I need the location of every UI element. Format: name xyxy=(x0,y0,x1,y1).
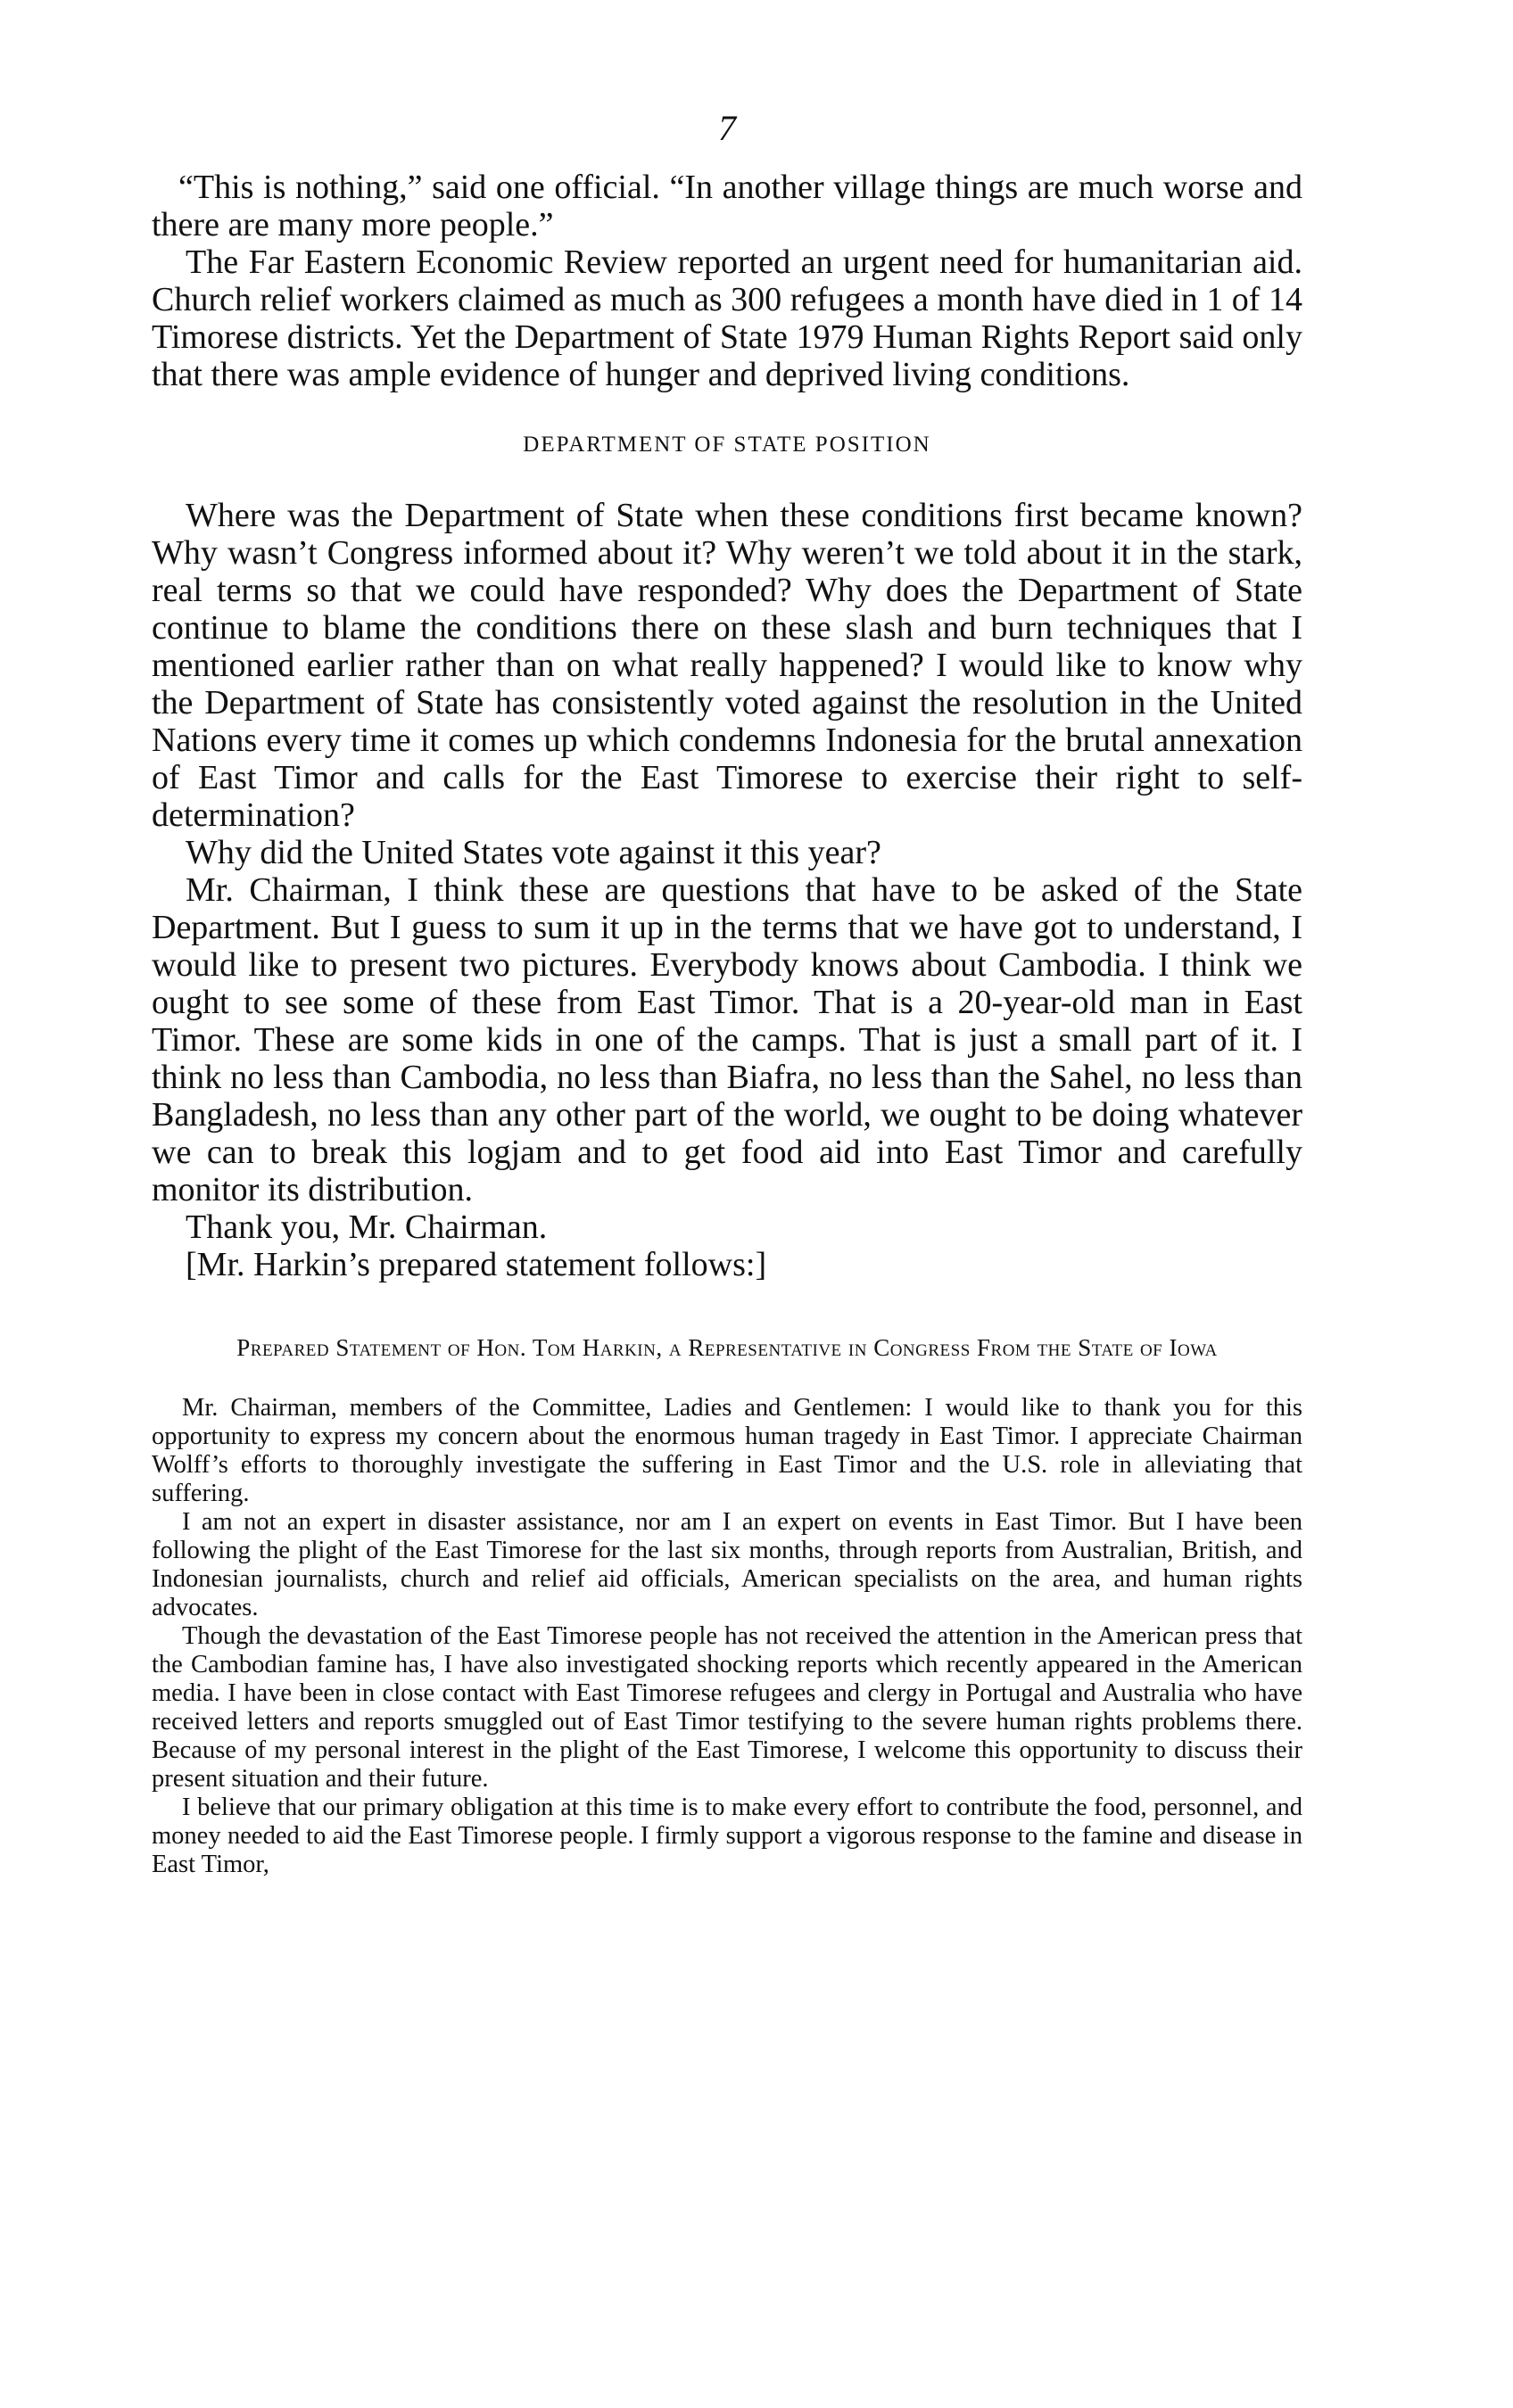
paragraph: The Far Eastern Economic Review reported an urgent need for humanitarian aid. Church relief workers claimed as much as 300 refugees a month have died in 1 of 14 Timorese districts. Yet the Department of State 1979 Human Rights Report said only that there was ample evidence of hunger and deprived living conditions. xyxy=(152,243,1302,393)
statement-heading: Prepared Statement of Hon. Tom Harkin, a Representative in Congress From the State of Iowa xyxy=(236,1334,1218,1361)
paragraph: [Mr. Harkin’s prepared statement follows:] xyxy=(186,1246,767,1283)
page-number: 7 xyxy=(718,108,736,148)
statement-paragraph: I am not an expert in disaster assistance, nor am I an expert on events in East Timor. But I have been following the plight of the East Timorese for the last six months, through reports from Australian, British, and Indonesian journalists, church and relief aid officials, American specialists on the area, and human rights advocates. xyxy=(152,1508,1302,1621)
document-page xyxy=(152,107,1302,1879)
statement-paragraph: I believe that our primary obligation at this time is to make every effort to contribute the food, personnel, and money needed to aid the East Timorese people. I firmly support a vigorous response to the famine and disease in East Timor, xyxy=(152,1794,1302,1878)
main-text xyxy=(152,169,1302,1283)
section-heading: DEPARTMENT OF STATE POSITION xyxy=(523,433,931,457)
prepared-statement xyxy=(152,1394,1302,1879)
statement-paragraph: Mr. Chairman, members of the Committee, Ladies and Gentlemen: I would like to thank you for this opportunity to express my concern about the enormous human tragedy in East Timor. I appreciate Chairman Wolff’s efforts to thoroughly investigate the suffering in East Timor and the U.S. role in alleviating that suffering. xyxy=(152,1394,1302,1507)
paragraph: “This is nothing,” said one official. “In another village things are much worse and there are many more people.” xyxy=(152,169,1302,243)
paragraph: Why did the United States vote against it this year? xyxy=(186,834,881,871)
paragraph: Mr. Chairman, I think these are questions that have to be asked of the State Department. But I guess to sum it up in the terms that we have got to understand, I would like to present two pictures. Everybody knows about Cambodia. I think we ought to see some of these from East Timor. That is a 20-year-old man in East Timor. These are some kids in one of the camps. That is just a small part of it. I think no less than Cambodia, no less than Biafra, no less than the Sahel, no less than Bangladesh, no less than any other part of the world, we ought to be doing whatever we can to break this logjam and to get food aid into East Timor and carefully monitor its distribution. xyxy=(152,871,1302,1208)
statement-paragraph: Though the devastation of the East Timorese people has not received the attention in the American press that the Cambodian famine has, I have also investigated shocking reports which recently appeared in the American media. I have been in close contact with East Timorese refugees and clergy in Portugal and Australia who have received letters and reports smuggled out of East Timor testifying to the severe human rights problems there. Because of my personal interest in the plight of the East Timorese, I welcome this opportunity to discuss their present situation and their future. xyxy=(152,1622,1302,1793)
paragraph: Where was the Department of State when these conditions first became known? Why wasn’t Congress informed about it? Why weren’t we told about it in the stark, real terms so that we could have responded? Why does the Department of State continue to blame the conditions there on these slash and burn techniques that I mentioned earlier rather than on what really happened? I would like to know why the Department of State has consistently voted against the resolution in the United Nations every time it comes up which condemns Indonesia for the brutal annexation of East Timor and calls for the East Timorese to exercise their right to self-determination? xyxy=(152,497,1302,834)
paragraph: Thank you, Mr. Chairman. xyxy=(186,1208,548,1246)
